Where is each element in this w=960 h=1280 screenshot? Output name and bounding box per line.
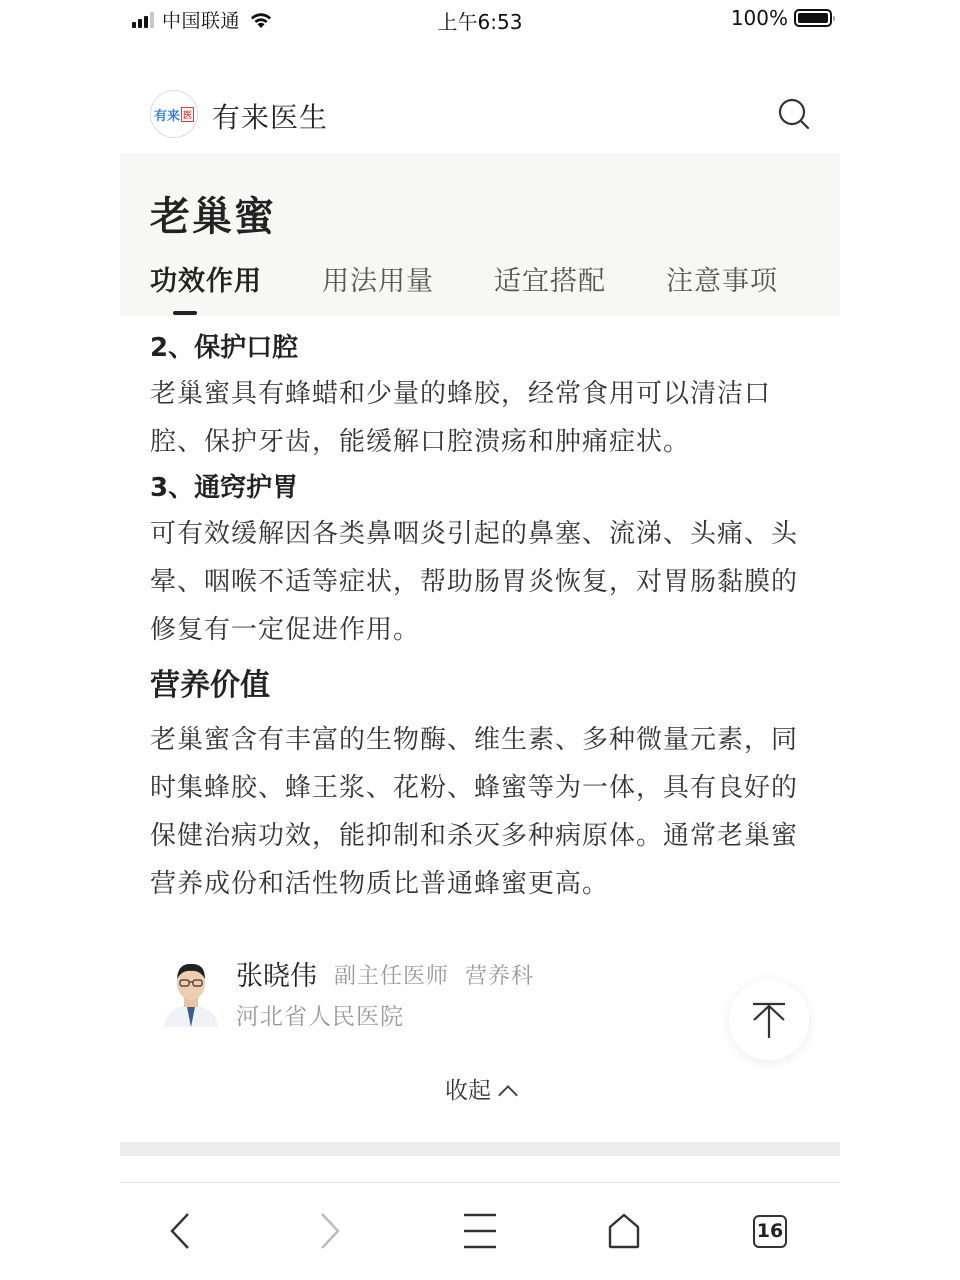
tab-usage[interactable]: 用法用量 <box>322 266 434 297</box>
section-body: 老巢蜜具有蜂蜡和少量的蜂胶，经常食用可以清洁口腔、保护牙齿，能缓解口腔溃疡和肿痛症状。 <box>150 379 772 457</box>
logo-badge: 医 <box>181 107 194 122</box>
site-header <box>120 80 840 152</box>
nutrition-heading: 营养价值 <box>150 668 270 703</box>
section-heading: 2、保护口腔 <box>150 333 299 363</box>
article-content <box>150 326 800 908</box>
clock: 上午6:53 <box>437 10 523 34</box>
battery-percent: 100% <box>730 6 788 30</box>
nutrition-body: 老巢蜜含有丰富的生物酶、维生素、多种微量元素，同时集蜂胶、蜂王浆、花粉、蜂蜜等为一体，具有良好的保健治病功效，能抑制和杀灭多种病原体。通常老巢蜜营养成份和活性物质比普通蜂蜜更高。 <box>150 725 799 899</box>
tab-bar <box>150 259 838 298</box>
collapse-button[interactable] <box>120 1072 840 1105</box>
status-bar <box>120 0 840 36</box>
browser-toolbar <box>120 1183 840 1280</box>
tab-pairing[interactable]: 适宜搭配 <box>494 266 606 297</box>
chevron-up-icon <box>498 1085 518 1105</box>
phone-screen <box>120 0 840 1280</box>
chevron-left-icon <box>168 1211 192 1251</box>
tab-efficacy[interactable]: 功效作用 <box>150 266 262 297</box>
home-button[interactable] <box>604 1211 644 1251</box>
doctor-name: 张晓伟 <box>236 961 317 992</box>
doctor-card[interactable] <box>160 950 640 1040</box>
tabs-button[interactable] <box>750 1211 790 1251</box>
back-to-top-button[interactable] <box>729 980 809 1060</box>
forward-button[interactable] <box>310 1211 350 1251</box>
doctor-title: 副主任医师 营养科 <box>334 964 534 989</box>
section-body: 可有效缓解因各类鼻咽炎引起的鼻塞、流涕、头痛、头晕、咽喉不适等症状，帮助肠胃炎恢复，对胃肠黏膜的修复有一定促进作用。 <box>150 519 799 645</box>
menu-icon <box>462 1211 498 1251</box>
search-icon[interactable] <box>776 96 812 132</box>
site-name[interactable]: 有来医生 <box>212 101 329 134</box>
chevron-right-icon <box>318 1211 342 1251</box>
collapse-label: 收起 <box>445 1078 491 1104</box>
tab-precautions[interactable]: 注意事项 <box>666 266 778 297</box>
section-heading: 3、通窍护胃 <box>150 473 299 503</box>
tab-count-badge: 16 <box>753 1215 787 1248</box>
site-logo[interactable] <box>150 90 198 138</box>
back-button[interactable] <box>160 1211 200 1251</box>
battery-icon <box>794 9 832 27</box>
logo-text: 有 <box>153 108 167 124</box>
active-tab-indicator <box>173 311 197 315</box>
arrow-up-to-top-icon <box>749 1000 789 1040</box>
logo-text: 来 <box>166 108 180 124</box>
title-block <box>120 153 840 316</box>
doctor-avatar <box>160 955 222 1027</box>
section-separator <box>120 1142 840 1156</box>
doctor-hospital: 河北省人民医院 <box>236 1004 404 1030</box>
menu-button[interactable] <box>460 1211 500 1251</box>
home-icon <box>607 1213 641 1249</box>
carrier-label: 中国联通 <box>162 10 241 32</box>
page-title: 老巢蜜 <box>150 194 276 240</box>
